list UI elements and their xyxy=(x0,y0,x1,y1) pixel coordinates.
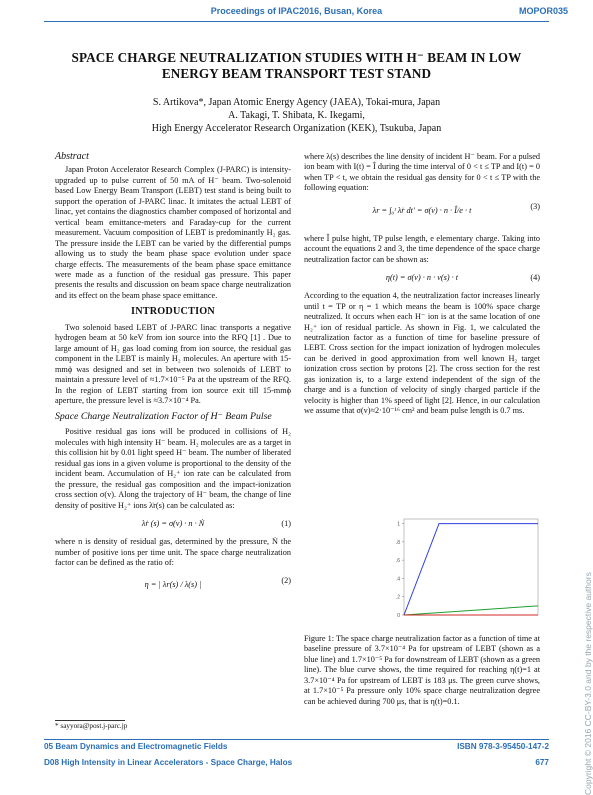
proceedings-title: Proceedings of IPAC2016, Busan, Korea xyxy=(210,6,383,16)
abstract-heading: Abstract xyxy=(55,151,89,162)
equation-4-body: η(t) = σ(v) · n · v(s) · t xyxy=(385,273,459,283)
equation-3-body: λr = ∫₀ᵗ λ̇r dt′ = σ(v) · n · Î/e · t xyxy=(372,205,472,215)
right-column xyxy=(304,152,540,417)
introduction-heading: INTRODUCTION xyxy=(131,306,215,318)
footer-section: 05 Beam Dynamics and Electromagnetic Fields xyxy=(44,742,228,751)
footer-page-number: 677 xyxy=(535,758,549,767)
left-column xyxy=(55,152,291,608)
equation-1 xyxy=(55,515,291,535)
subsection-paragraph-1: Positive residual gas ions will be produced in collisions of H₂ molecules with high intensity H⁻ beam. H₂ molecules are as a target in this collision hit by 0.01 light speed H⁻ beam. The number of liberated residual gas ions in a given volume is proportional to the density of the incident beam. Accumulation of H₂⁺ ion rate can be calculated from the pressure, the residual gas composition and the impact-ionization cross section σ(v). Along the trajectory of H⁻ beam, the change of line density of positive H₂⁺ ions λ̇r(s) can be calculated as: xyxy=(55,427,291,510)
y-tick-label: 1 xyxy=(397,521,400,528)
paper-id: MOPOR035 xyxy=(518,6,568,16)
copyright-sidebar xyxy=(578,500,593,795)
right-paragraph-2: where Î pulse hight, TP pulse length, e elementary charge. Taking into account the equations 2 and 3, the time dependence of the space charge neutralization factor can be shown as: xyxy=(304,233,540,264)
subsection-heading: Space Charge Neutralization Factor of H⁻ Beam Pulse xyxy=(55,411,272,423)
equation-4-number: (4) xyxy=(530,273,540,283)
equation-2-number: (2) xyxy=(281,576,291,586)
figure-1-caption: Figure 1: The space charge neutralization factor as a function of time at baseline pressure of 3.7×10⁻⁴ Pa for upstream of LEBT (shown as a blue line) and 1.7×10⁻⁵ Pa for downstream of LEBT (shown as a green line). The blue curve shows, the time required for reaching η(t)=1 at 3.7×10⁻⁴ Pa for upstream of LEBT is 183 μs. The green curve shows, at 1.7×10⁻⁵ Pa pressure only 10% space charge neutralization degree can be achieved during 700 μs, that is η(t)=0.1. xyxy=(304,634,540,706)
equation-3-number: (3) xyxy=(530,201,540,211)
title-line-2: ENERGY BEAM TRANSPORT TEST STAND xyxy=(161,66,432,81)
introduction-paragraph: Two solenoid based LEBT of J-PARC linac transports a negative hydrogen beam at 50 keV from ion source into the RFQ [1] . Due to large amount of H₂ gas load coming from ion source, the residual gas component in the LEBT is mainly H₂ molecules. An aperture with 15-mmϕ was designed and set in between two solenoids of LEBT to maintain a pressure level of ≈1.7×10⁻⁵ Pa at the upstream of the RFQ. In the region of LEBT starting from ion source exit till 15-mmϕ aperture, the pressure level is ≈3.7×10⁻⁴ Pa. xyxy=(55,322,291,405)
title-line-1: SPACE CHARGE NEUTRALIZATION STUDIES WITH H⁻ BEAM IN LOW xyxy=(71,50,522,65)
footer-row-1 xyxy=(44,742,549,751)
subsection-paragraph-2: where n is density of residual gas, determined by the pressure, Ṅ the number of positive ions per time unit. The space charge neutralization factor can be defined as the ratio of: xyxy=(55,537,291,567)
footer-subsection: D08 High Intensity in Linear Accelerators - Space Charge, Halos xyxy=(44,758,293,767)
author-block xyxy=(40,96,553,135)
right-paragraph-1: where λ(s) describes the line density of incident H⁻ beam. For a pulsed ion beam with I(t) = Î during the time interval of 0 < t ≤ TP and I(t) = 0 when TP < t, we obtain the residual gas density for 0 < t ≤ TP with the following equation: xyxy=(304,152,540,193)
series-line-1 xyxy=(404,606,538,615)
footnote: * sayyora@post.j-parc.jp xyxy=(55,722,128,730)
abstract-text: Japan Proton Accelerator Research Complex (J-PARC) is intensity-upgraded up to pulse current of 50 mA of H⁻ beam. Two-solenoid based Low Energy Beam Transport (LEBT) test stand is being built to support the operation of J-PARC linac. It imitates the actual LEBT of linac, yet contains the diagnostics chamber composed of horizontal and vertical beam emittance-meters and Faraday-cup for the current measurement. Vacuum composition of LEBT is predominantly H₂ gas. The pressure inside the LEBT can be varied by the differential pumps allowing us to study the beam phase space evolution under space charge effects. The measurements of the beam phase space emittance were made as a function of the residual gas pressure. This paper presents the results and discussion on beam space charge neutralization and its effect on the beam phase space emittance. xyxy=(55,165,291,300)
equation-1-number: (1) xyxy=(281,519,291,529)
y-tick-label: .8 xyxy=(395,539,400,546)
y-tick-label: .4 xyxy=(395,576,400,583)
equation-1-body: λ̇r (s) = σ(v) · n · Ṅ xyxy=(141,519,205,529)
series-line-0 xyxy=(404,524,538,615)
author-line-2: A. Takagi, T. Shibata, K. Ikegami, xyxy=(228,110,365,121)
footer-isbn: ISBN 978-3-95450-147-2 xyxy=(457,742,549,751)
equation-2-body: η = | λr(s) / λ(s) | xyxy=(144,580,202,590)
copyright-text: Copyright © 2016 CC-BY-3.0 and by the respective authors xyxy=(583,572,593,795)
author-line-3: High Energy Accelerator Research Organization (KEK), Tsukuba, Japan xyxy=(151,123,442,134)
plot-frame xyxy=(404,519,538,615)
equation-2 xyxy=(55,572,291,606)
equation-4 xyxy=(304,269,540,289)
equation-3 xyxy=(304,198,540,232)
y-tick-label: 0 xyxy=(397,613,400,619)
paper-title xyxy=(40,50,553,82)
y-tick-label: .2 xyxy=(395,594,400,601)
y-tick-label: .6 xyxy=(395,558,400,565)
author-line-1: S. Artikova*, Japan Atomic Energy Agency (JAEA), Tokai-mura, Japan xyxy=(152,97,441,108)
page-header xyxy=(0,6,593,20)
right-paragraph-3: According to the equation 4, the neutralization factor increases linearly until t = TP or η = 1 which means the beam is 100% space charge neutralized. It occurs when each H⁻ ion is at the same location of one H₂⁺ ion of residual particle. As shown in Fig. 1, we calculated the neutralization factor as a function of time for baseline pressure of LEBT. Cross section for the impact ionization of hydrogen molecules can be derived in good approximation from well known H₂ target ionization cross section by protons [2]. The cross section for the rest gas ionization is, to a large extend independent of the sign of the charge and is a function of velocity of singly charged particle if the velocity is higher than 1% speed of light [2]. Hence, in our calculation we assume that σ(v)≈2·10⁻¹⁶ cm² and beam pulse length is 0.7 ms. xyxy=(304,291,540,416)
footer-row-2 xyxy=(44,758,549,767)
footnote-rule xyxy=(55,720,125,721)
header-rule xyxy=(44,21,549,22)
figure-1-chart xyxy=(354,511,542,623)
footer-rule xyxy=(44,739,549,740)
